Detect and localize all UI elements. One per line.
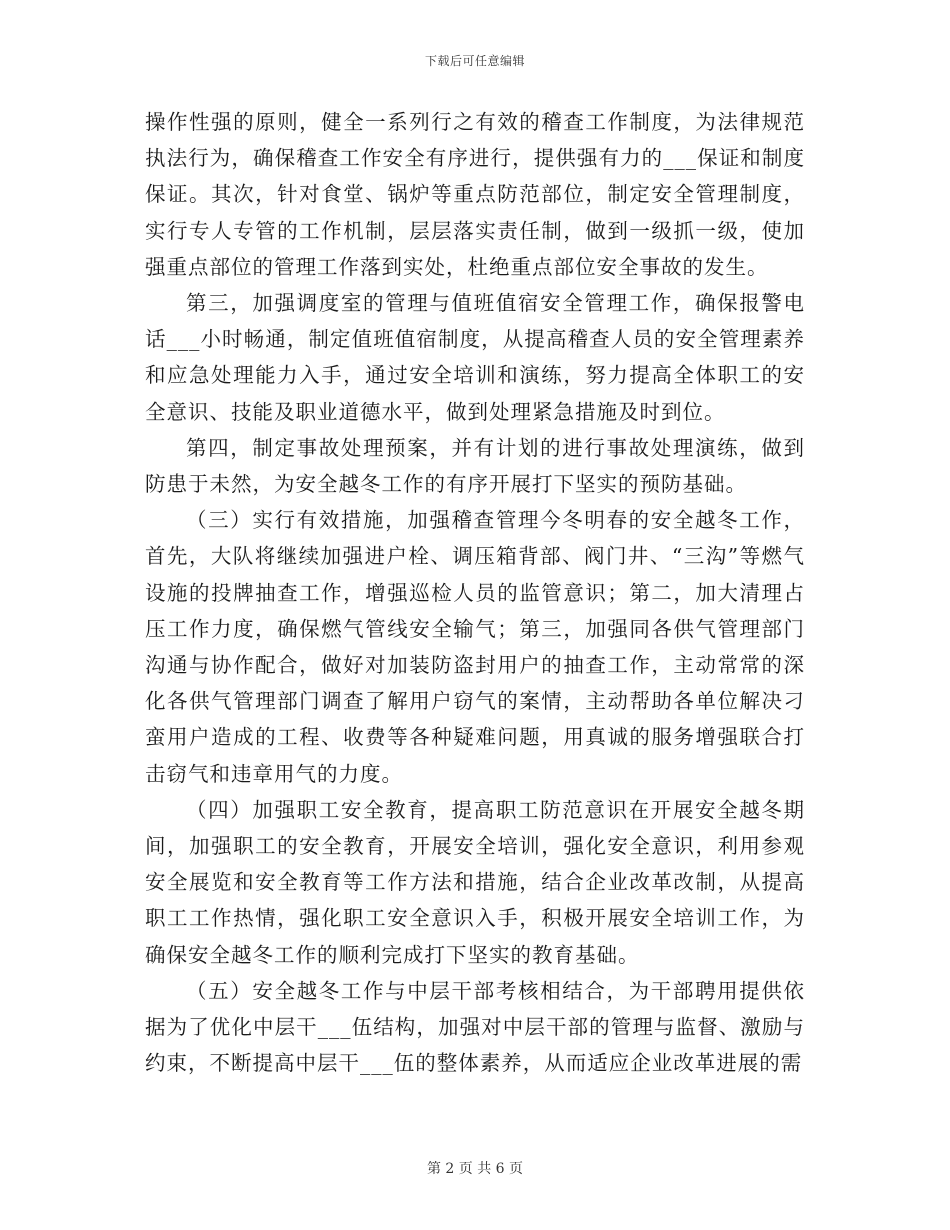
page-footer: 第 2 页 共 6 页: [426, 1161, 524, 1177]
paragraph-3: 第四，制定事故处理预案，并有计划的进行事故处理演练，做到防患于未然，为安全越冬工作的有序开展打下坚实的预防基础。: [145, 435, 805, 497]
document-body: [145, 104, 805, 1081]
paragraph-1: 操作性强的原则，健全一系列行之有效的稽查工作制度，为法律规范执法行为，确保稽查工作安全有序进行，提供强有力的___保证和制度保证。其次，针对食堂、锅炉等重点防范部位，制定安全管理制度，实行专人专管的工作机制，层层落实责任制，做到一级抓一级，使加强重点部位的管理工作落到实处，杜绝重点部位安全事故的发生。: [145, 110, 805, 279]
paragraph-2: 第三，加强调度室的管理与值班值宿安全管理工作，确保报警电话___小时畅通，制定值班值宿制度，从提高稽查人员的安全管理素养和应急处理能力入手，通过安全培训和演练，努力提高全体职工的安全意识、技能及职业道德水平，做到处理紧急措施及时到位。: [145, 291, 805, 424]
paragraph-4: （三）实行有效措施，加强稽查管理今冬明春的安全越冬工作，首先，大队将继续加强进户栓、调压箱背部、阀门井、“三沟”等燃气设施的投牌抽查工作，增强巡检人员的监管意识；第二，加大清理占压工作力度，确保燃气管线安全输气；第三，加强同各供气管理部门沟通与协作配合，做好对加装防盗封用户的抽查工作，主动常常的深化各供气管理部门调查了解用户窃气的案情，主动帮助各单位解决刁蛮用户造成的工程、收费等各种疑难问题，用真诚的服务增强联合打击窃气和违章用气的力度。: [145, 508, 805, 786]
page-header: 下载后可任意编辑: [424, 54, 525, 68]
paragraph-5: （四）加强职工安全教育，提高职工防范意识在开展安全越冬期间，加强职工的安全教育，开展安全培训，强化安全意识，利用参观安全展览和安全教育等工作方法和措施，结合企业改革改制，从提高职工工作热情，强化职工安全意识入手，积极开展安全培训工作，为确保安全越冬工作的顺利完成打下坚实的教育基础。: [145, 797, 805, 967]
paragraph-6: （五）安全越冬工作与中层干部考核相结合，为干部聘用提供依据为了优化中层干___伍结构，加强对中层干部的管理与监督、激励与约束，不断提高中层干___伍的整体素养，从而适应企业改革进展的需: [145, 978, 805, 1076]
